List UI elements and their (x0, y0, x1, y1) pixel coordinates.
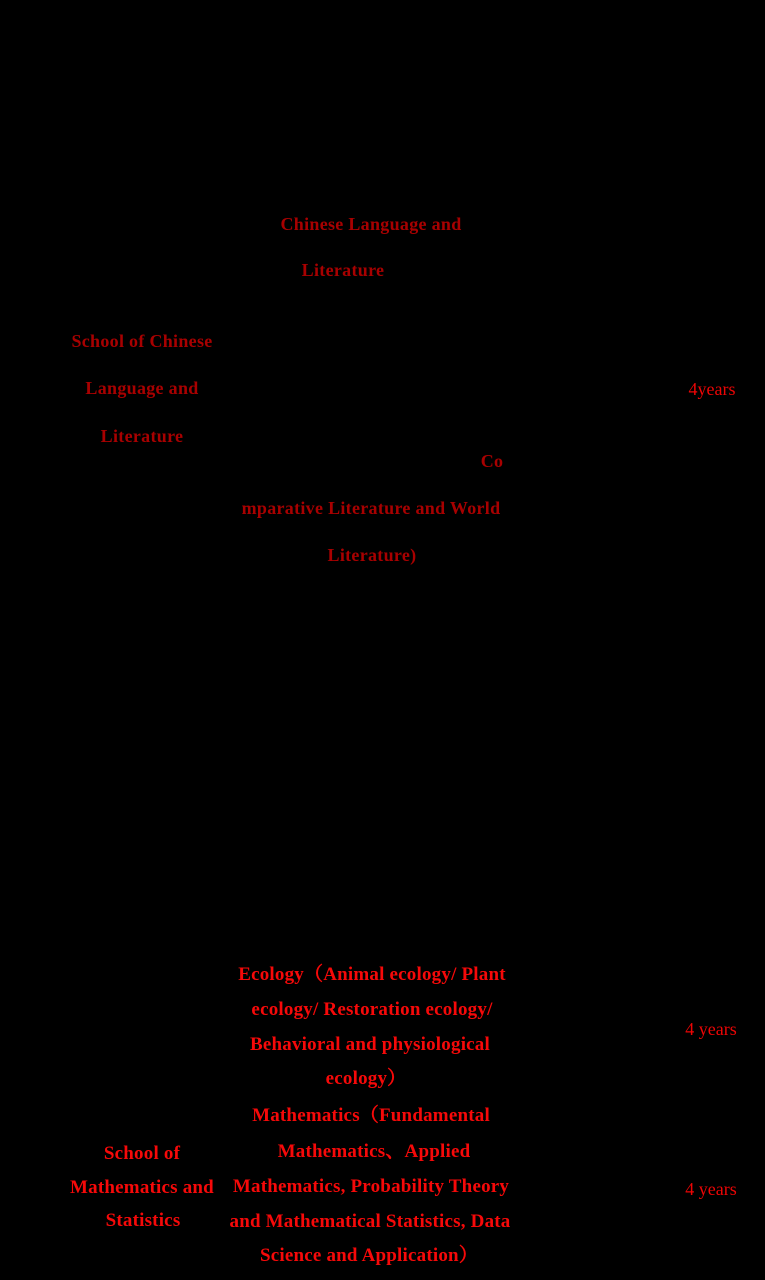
duration-value: 4years (688, 379, 736, 399)
program-name-line: ecology/ Restoration ecology/ (251, 999, 493, 1020)
program-name-line: Literature (301, 260, 385, 280)
program-name-line: Behavioral and physiological (250, 1034, 490, 1055)
school-name-line: Language and (85, 378, 199, 398)
program-name-line: Mathematics、Applied (277, 1141, 471, 1162)
school-name-line: School of (103, 1143, 181, 1164)
program-name-line: mparative Literature and World (241, 498, 501, 518)
program-name-line: Mathematics（Fundamental (252, 1105, 490, 1126)
program-name-line: ecology） (325, 1068, 407, 1089)
program-name-line: Ecology（Animal ecology/ Plant (238, 964, 506, 985)
program-name-line: Science and Application） (259, 1245, 479, 1266)
school-name-line: School of Chinese (71, 331, 213, 351)
school-name-line: Statistics (105, 1210, 181, 1231)
program-name-line: Literature) (327, 545, 417, 565)
program-name-line: Mathematics, Probability Theory (232, 1176, 510, 1197)
program-name-line: Chinese Language and (280, 214, 462, 234)
duration-value: 4 years (685, 1179, 737, 1199)
school-name-line: Mathematics and (70, 1177, 214, 1198)
program-name-line: Co (480, 451, 504, 471)
program-name-line: and Mathematical Statistics, Data (229, 1211, 511, 1232)
duration-value: 4 years (685, 1019, 737, 1039)
school-name-line: Literature (100, 426, 184, 446)
